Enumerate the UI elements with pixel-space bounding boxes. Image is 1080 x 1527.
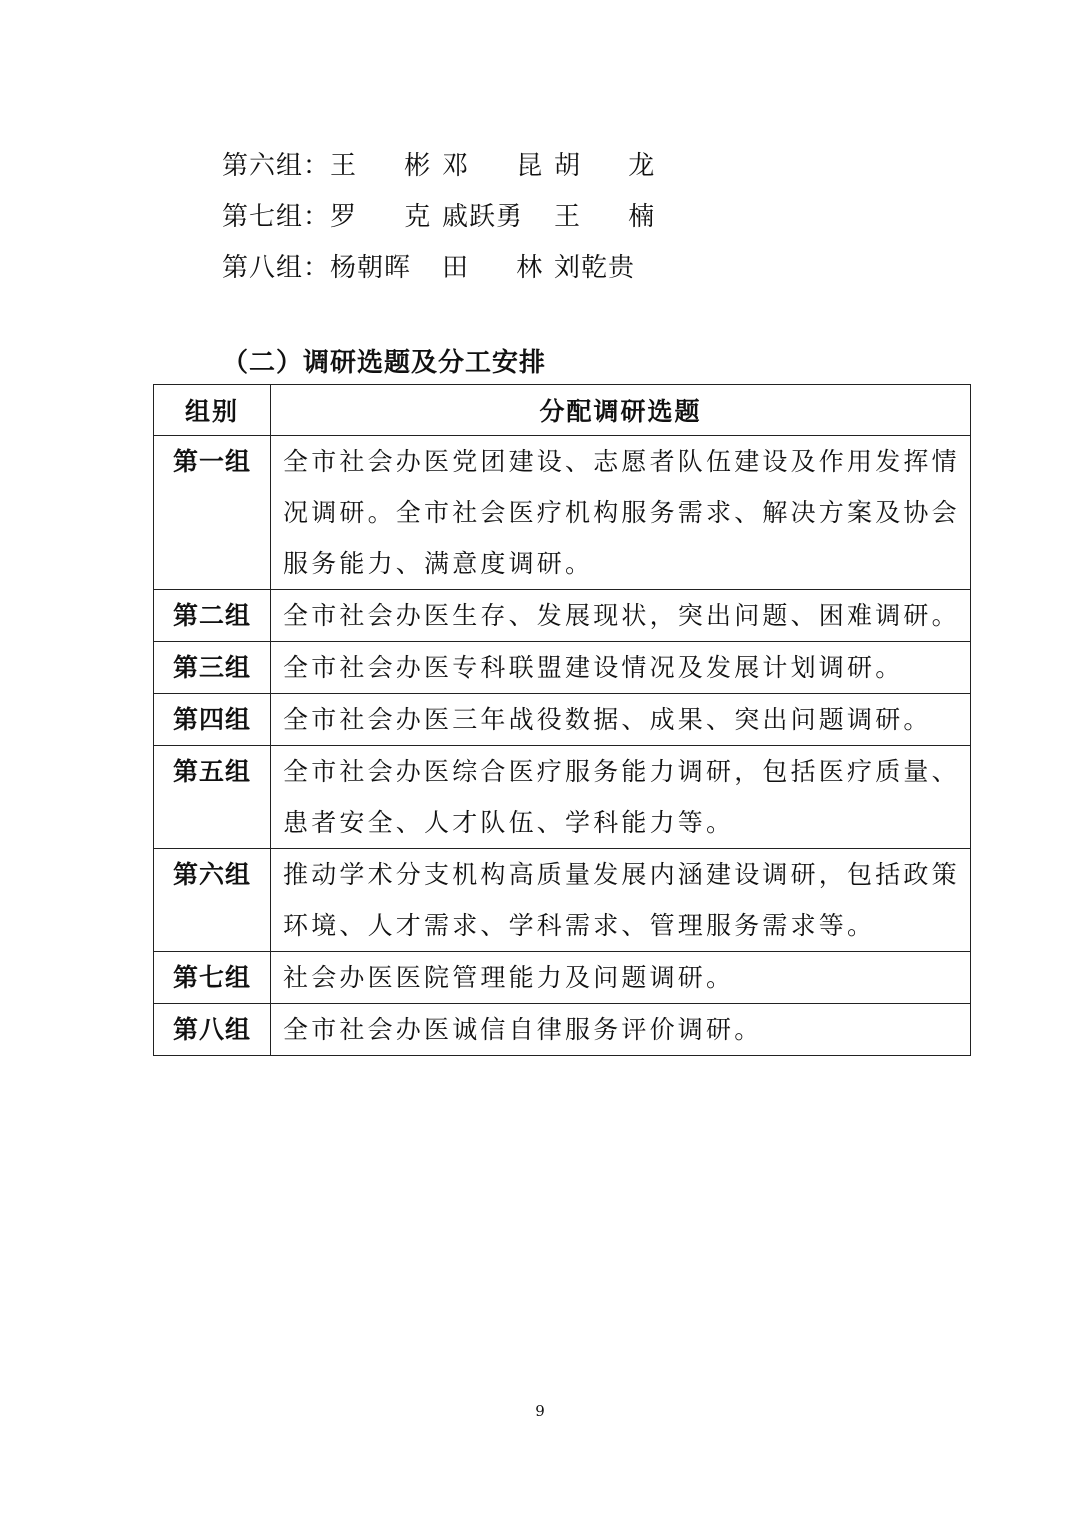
topic-cell: 社会办医医院管理能力及问题调研。: [271, 952, 971, 1004]
table-header-topic: 分配调研选题: [271, 385, 971, 436]
member-name: 杨朝晖: [330, 253, 412, 283]
table-row: [154, 746, 971, 849]
member-name: 王 彬: [330, 151, 451, 181]
section-title: （二）调研选题及分工安排: [222, 348, 547, 378]
member-name: 邓 昆: [442, 151, 563, 181]
member-name: 戚跃勇: [442, 202, 524, 232]
group-cell: 第五组: [154, 746, 271, 849]
topic-cell: 全市社会办医专科联盟建设情况及发展计划调研。: [271, 642, 971, 694]
member-line-group-6: [222, 138, 922, 189]
page-number: 9: [535, 1402, 545, 1420]
assignment-table: [153, 384, 971, 1056]
member-name: 胡 龙: [554, 151, 675, 181]
table-header-row: [154, 385, 971, 436]
table-row: [154, 642, 971, 694]
group-cell: 第三组: [154, 642, 271, 694]
table-row: [154, 590, 971, 642]
member-name: 王 楠: [554, 202, 675, 232]
group-cell: 第七组: [154, 952, 271, 1004]
topic-cell: 全市社会办医诚信自律服务评价调研。: [271, 1004, 971, 1056]
topic-cell: 全市社会办医党团建设、志愿者队伍建设及作用发挥情况调研。全市社会医疗机构服务需求、解决方案及协会服务能力、满意度调研。: [271, 436, 971, 590]
table-row: [154, 694, 971, 746]
group-cell: 第八组: [154, 1004, 271, 1056]
topic-cell: 全市社会办医生存、发展现状，突出问题、困难调研。: [271, 590, 971, 642]
group-cell: 第四组: [154, 694, 271, 746]
topic-cell: 全市社会办医三年战役数据、成果、突出问题调研。: [271, 694, 971, 746]
member-name: 田 林: [442, 253, 563, 283]
table-header-group: 组别: [154, 385, 271, 436]
topic-cell: 推动学术分支机构高质量发展内涵建设调研，包括政策环境、人才需求、学科需求、管理服务需求等。: [271, 849, 971, 952]
member-name: 罗 克: [330, 202, 451, 232]
group-cell: 第二组: [154, 590, 271, 642]
member-name: 刘乾贵: [554, 253, 636, 283]
member-list: [222, 138, 922, 291]
group-cell: 第一组: [154, 436, 271, 590]
table-row: [154, 849, 971, 952]
table-row: [154, 952, 971, 1004]
member-line-group-8: [222, 240, 922, 291]
table-row: [154, 1004, 971, 1056]
member-group-label: 第八组：: [222, 253, 331, 283]
table-row: [154, 436, 971, 590]
member-group-label: 第六组：: [222, 151, 331, 181]
member-group-label: 第七组：: [222, 202, 331, 232]
group-cell: 第六组: [154, 849, 271, 952]
member-line-group-7: [222, 189, 922, 240]
topic-cell: 全市社会办医综合医疗服务能力调研，包括医疗质量、患者安全、人才队伍、学科能力等。: [271, 746, 971, 849]
